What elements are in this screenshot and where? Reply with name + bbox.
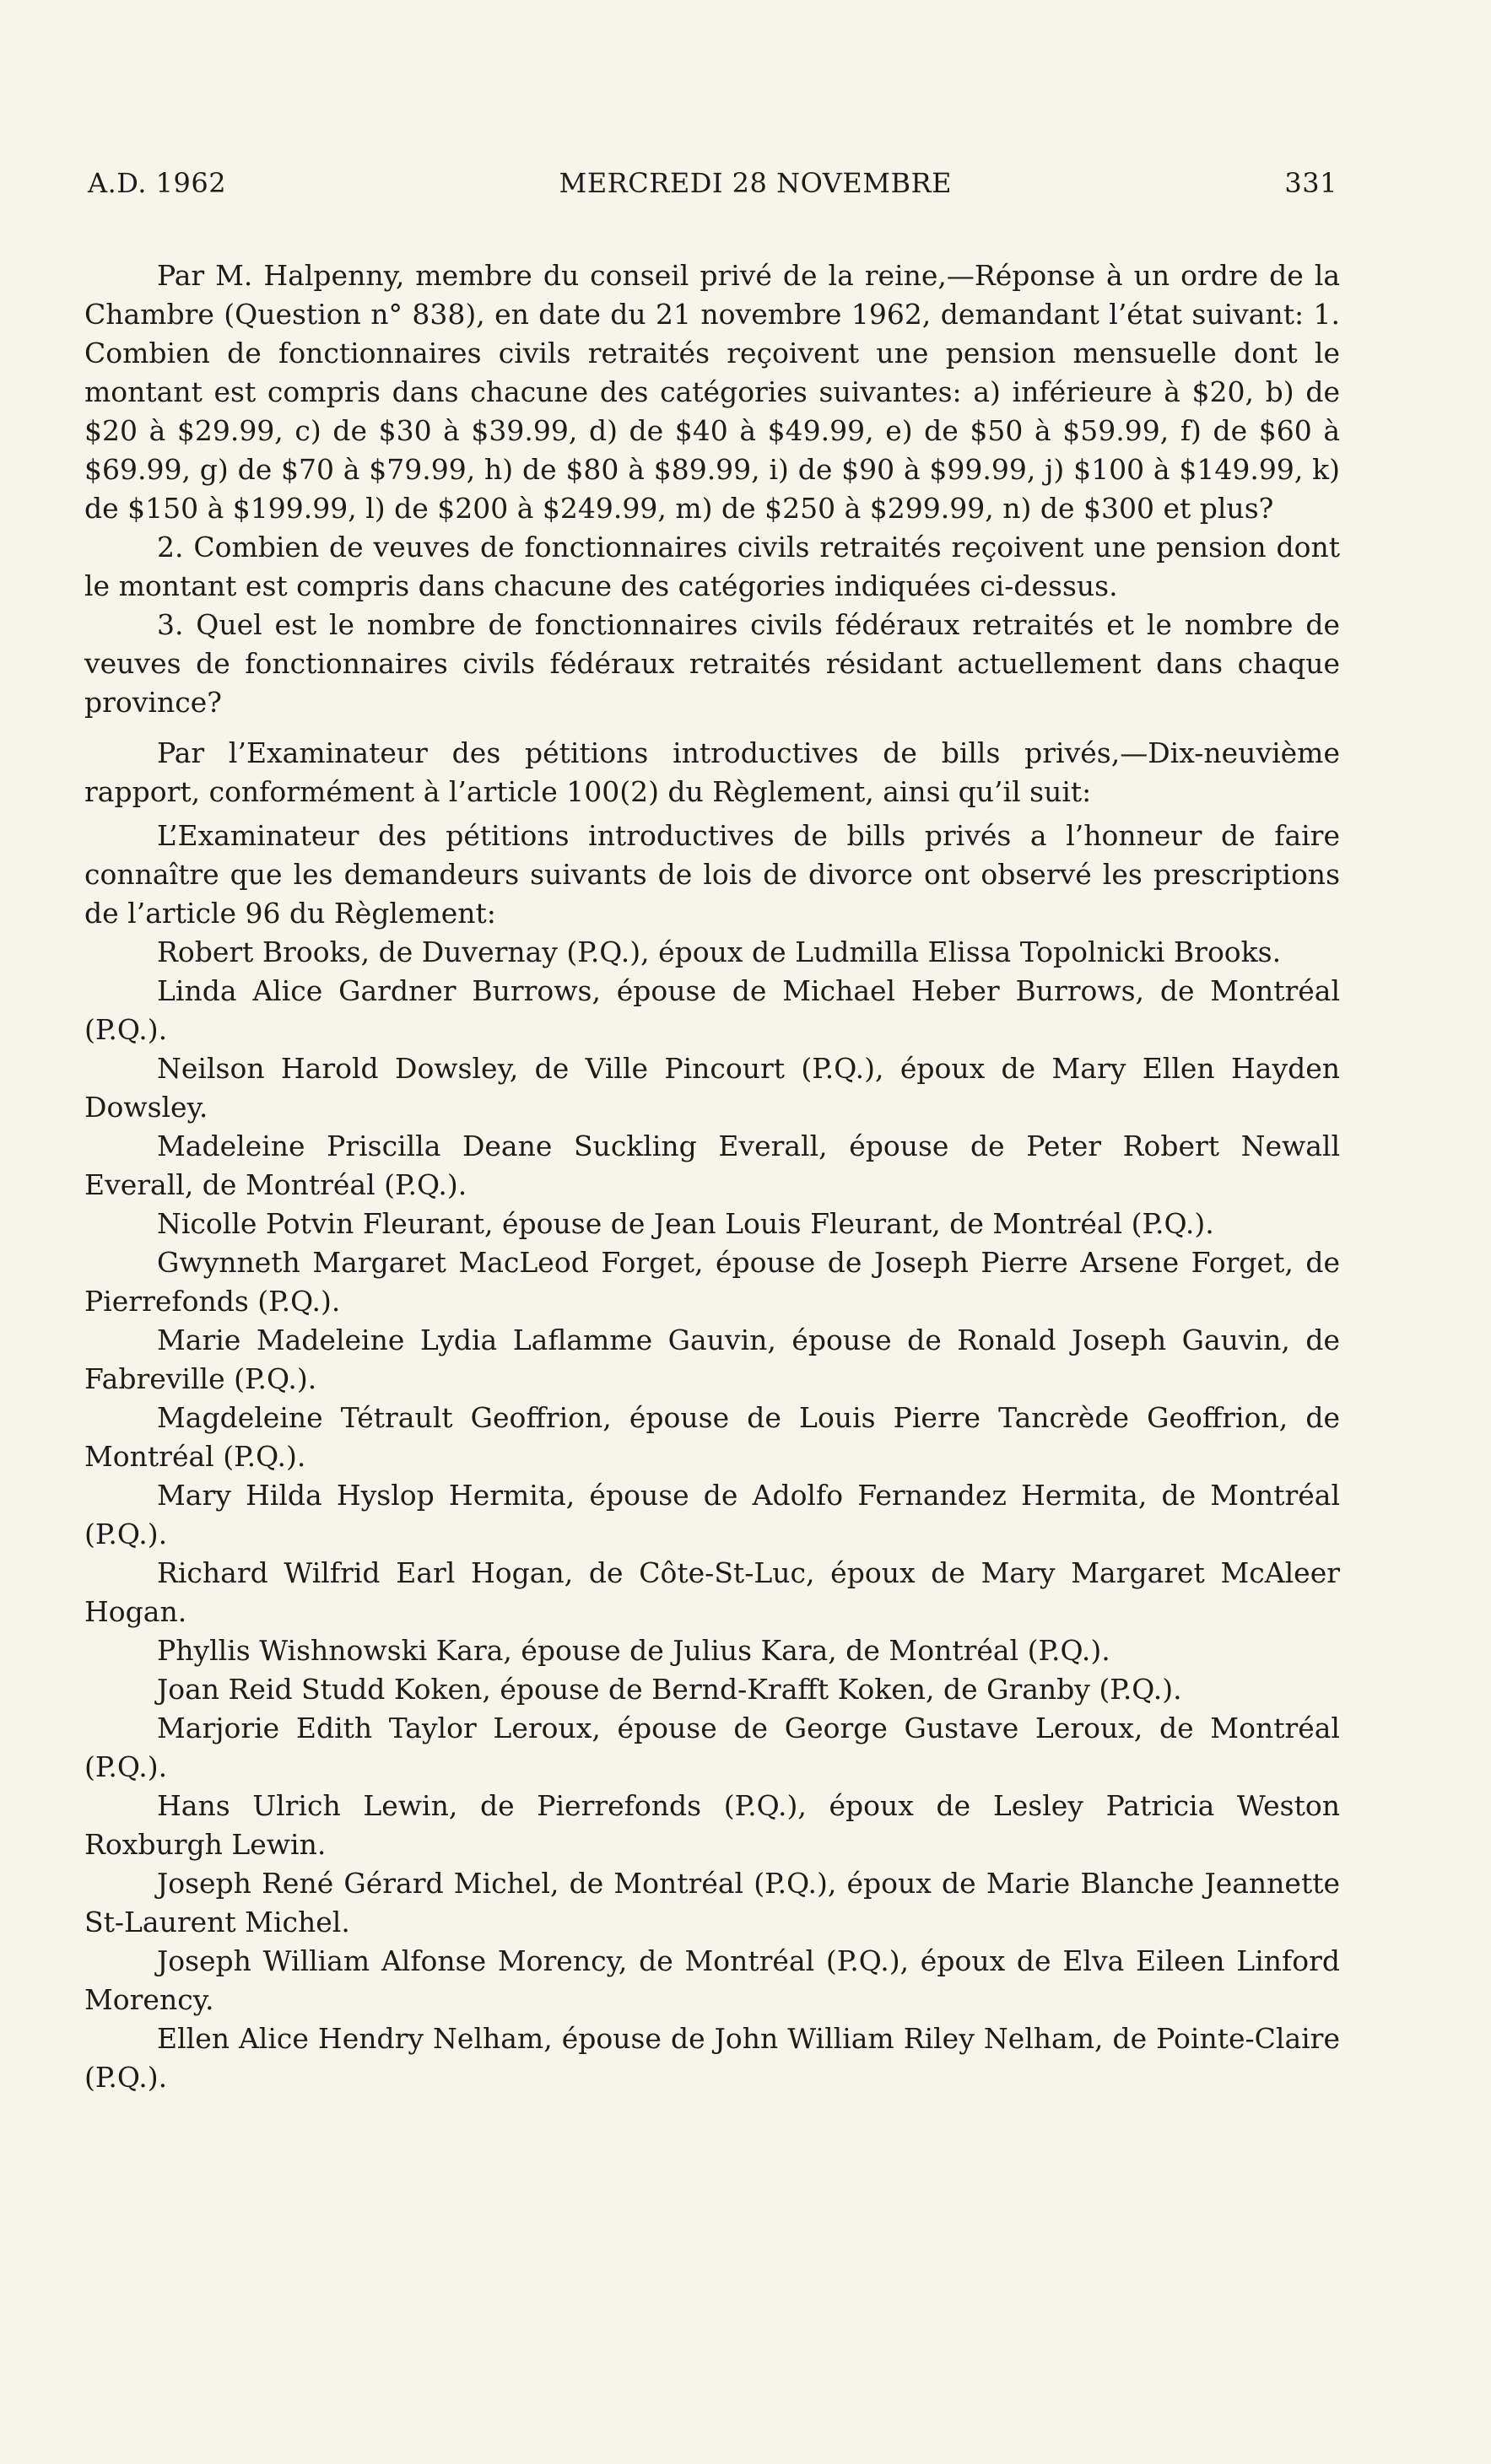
list-item: Joseph William Alfonse Morency, de Montréal (P.Q.), époux de Elva Eileen Linford Morency. [84,1944,1340,2016]
list-item: Robert Brooks, de Duvernay (P.Q.), époux de Ludmilla Elissa Topolnicki Brooks. [157,935,1282,968]
document-body [84,256,1340,2097]
list-item: Hans Ulrich Lewin, de Pierrefonds (P.Q.), époux de Lesley Patricia Weston Roxburgh Lewin. [84,1789,1340,1861]
header-year: A.D. 1962 [88,167,227,199]
list-item: Joan Reid Studd Koken, épouse de Bernd-Krafft Koken, de Granby (P.Q.). [157,1673,1182,1706]
paragraph-examiner-report: Par l’Examinateur des pétitions introductives de bills privés,—Dix-neuvième rapport, conformément à l’article 100(2) du Règlement, ainsi qu’il suit: [84,736,1340,808]
list-item: Marjorie Edith Taylor Leroux, épouse de George Gustave Leroux, de Montréal (P.Q.). [84,1712,1340,1783]
list-item: Linda Alice Gardner Burrows, épouse de Michael Heber Burrows, de Montréal (P.Q.). [84,974,1340,1046]
header-date: MERCREDI 28 NOVEMBRE [559,167,952,199]
list-item: Richard Wilfrid Earl Hogan, de Côte-St-Luc, époux de Mary Margaret McAleer Hogan. [84,1556,1340,1628]
list-item: Magdeleine Tétrault Geoffrion, épouse de Louis Pierre Tancrède Geoffrion, de Montréal (P.Q.). [84,1401,1340,1473]
list-item: Marie Madeleine Lydia Laflamme Gauvin, épouse de Ronald Joseph Gauvin, de Fabreville (P.Q.). [84,1324,1340,1395]
paragraph-question-3: 3. Quel est le nombre de fonctionnaires civils fédéraux retraités et le nombre de veuves de fonctionnaires civils fédéraux retraités résidant actuellement dans chaque province? [84,608,1340,719]
list-item: Joseph René Gérard Michel, de Montréal (P.Q.), époux de Marie Blanche Jeannette St-Laurent Michel. [84,1867,1340,1938]
list-item: Gwynneth Margaret MacLeod Forget, épouse de Joseph Pierre Arsene Forget, de Pierrefonds (P.Q.). [84,1246,1340,1318]
paragraph-examiner-intro: L’Examinateur des pétitions introductives de bills privés a l’honneur de faire connaître que les demandeurs suivants de lois de divorce ont observé les prescriptions de l’article 96 du Règlement: [84,819,1340,930]
list-item: Neilson Harold Dowsley, de Ville Pincourt (P.Q.), époux de Mary Ellen Hayden Dowsley. [84,1052,1340,1124]
page-header [88,167,1337,199]
list-item: Phyllis Wishnowski Kara, épouse de Julius Kara, de Montréal (P.Q.). [157,1634,1110,1667]
list-item: Nicolle Potvin Fleurant, épouse de Jean Louis Fleurant, de Montréal (P.Q.). [157,1207,1214,1240]
paragraph-question-2: 2. Combien de veuves de fonctionnaires civils retraités reçoivent une pension dont le montant est compris dans chacune des catégories indiquées ci-dessus. [84,531,1340,602]
page-number: 331 [1284,167,1337,199]
list-item: Ellen Alice Hendry Nelham, épouse de John William Riley Nelham, de Pointe-Claire (P.Q.). [84,2022,1340,2094]
list-item: Madeleine Priscilla Deane Suckling Everall, épouse de Peter Robert Newall Everall, de Montréal (P.Q.). [84,1130,1340,1201]
list-item: Mary Hilda Hyslop Hermita, épouse de Adolfo Fernandez Hermita, de Montréal (P.Q.). [84,1479,1340,1550]
paragraph-question-838: Par M. Halpenny, membre du conseil privé de la reine,—Réponse à un ordre de la Chambre (Question n° 838), en date du 21 novembre 1962, demandant l’état suivant: 1. Combien de fonctionnaires civils retraités reçoivent une pension mensuelle dont le montant est compris dans chacune des catégories suivantes: a) inférieure à $20, b) de $20 à $29.99, c) de $30 à $39.99, d) de $40 à $49.99, e) de $50 à $59.99, f) de $60 à $69.99, g) de $70 à $79.99, h) de $80 à $89.99, i) de $90 à $99.99, j) $100 à $149.99, k) de $150 à $199.99, l) de $200 à $249.99, m) de $250 à $299.99, n) de $300 et plus? [84,259,1340,525]
